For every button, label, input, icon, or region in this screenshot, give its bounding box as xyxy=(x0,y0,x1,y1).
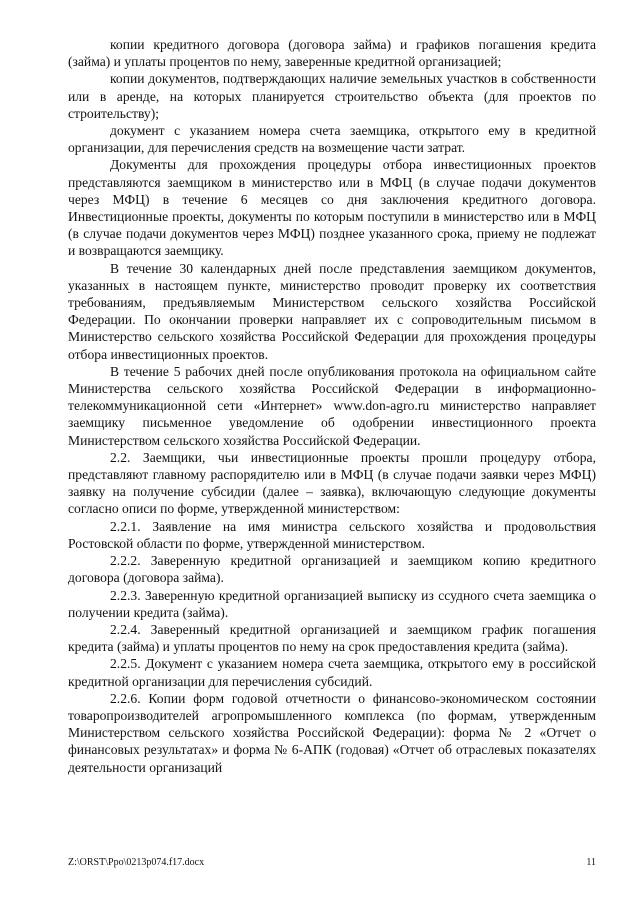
paragraph: 2.2.5. Документ с указанием номера счета заемщика, открытого ему в российской кредитной организации для перечисления субсидий. xyxy=(68,656,596,689)
paragraph: копии кредитного договора (договора займа) и графиков погашения кредита (займа) и уплаты процентов по нему, заверенные кредитной организацией; xyxy=(68,37,596,70)
paragraph: 2.2.3. Заверенную кредитной организацией выписку из ссудного счета заемщика о получении кредита (займа). xyxy=(68,587,596,620)
paragraph: 2.2. Заемщики, чьи инвестиционные проекты прошли процедуру отбора, представляют главному распорядителю или в МФЦ (в случае подачи заявки через МФЦ) заявку на получение субсидии (далее – заявка), включающую следующие документы согласно описи по форме, утвержденной министерством: xyxy=(68,449,596,517)
paragraph: Документы для прохождения процедуры отбора инвестиционных проектов представляются заемщиком в министерство или в МФЦ (в случае подачи документов через МФЦ) в течение 6 месяцев со дня заключения кредитного договора. Инвестиционные проекты, документы по которым поступили в министерство или в МФЦ (в случае подачи документов через МФЦ) позднее указанного срока, приему не подлежат и возвращаются заемщику. xyxy=(68,157,596,259)
paragraph: копии документов, подтверждающих наличие земельных участков в собственности или в аренде, на которых планируется строительство объекта (для проектов по строительству); xyxy=(68,71,596,121)
paragraph: В течение 5 рабочих дней после опубликования протокола на официальном сайте Министерства сельского хозяйства Российской Федерации в информационно-телекоммуникационной сети «Интернет» www.don-agro.ru министерство направляет заемщику письменное уведомление об одобрении инвестиционного проекта Министерством сельского хозяйства Российской Федерации. xyxy=(68,363,596,448)
document-body xyxy=(68,36,596,776)
paragraph: 2.2.4. Заверенный кредитной организацией и заемщиком график погашения кредита (займа) и уплаты процентов по нему на срок предоставления кредита (займа). xyxy=(68,621,596,655)
paragraph: документ с указанием номера счета заемщика, открытого ему в кредитной организации, для перечисления средств на возмещение части затрат. xyxy=(68,123,596,156)
footer-file-path: Z:\ORST\Ppo\0213p074.f17.docx xyxy=(68,857,205,868)
paragraph: 2.2.2. Заверенную кредитной организацией и заемщиком копию кредитного договора (договора займа). xyxy=(68,553,596,586)
paragraph: 2.2.1. Заявление на имя министра сельского хозяйства и продовольствия Ростовской области по форме, утвержденной министерством. xyxy=(68,518,596,551)
paragraph: 2.2.6. Копии форм годовой отчетности о финансово-экономическом состоянии товаропроизводителей агропромышленного комплекса (по формам, утвержденным Министерством сельского хозяйства Российской Федерации): форма № 2 «Отчет о финансовых результатах» и форма № 6-АПК (годовая) «Отчет об отраслевых показателях деятельности организаций xyxy=(68,690,596,775)
page-number: 11 xyxy=(586,857,596,868)
paragraph: В течение 30 календарных дней после представления заемщиком документов, указанных в настоящем пункте, министерство проводит проверку их соответствия требованиям, предъявляемым Министерством сельского хозяйства Российской Федерации. По окончании проверки направляет их с сопроводительным письмом в Министерство сельского хозяйства Российской Федерации для прохождения процедуры отбора инвестиционных проектов. xyxy=(68,260,596,362)
